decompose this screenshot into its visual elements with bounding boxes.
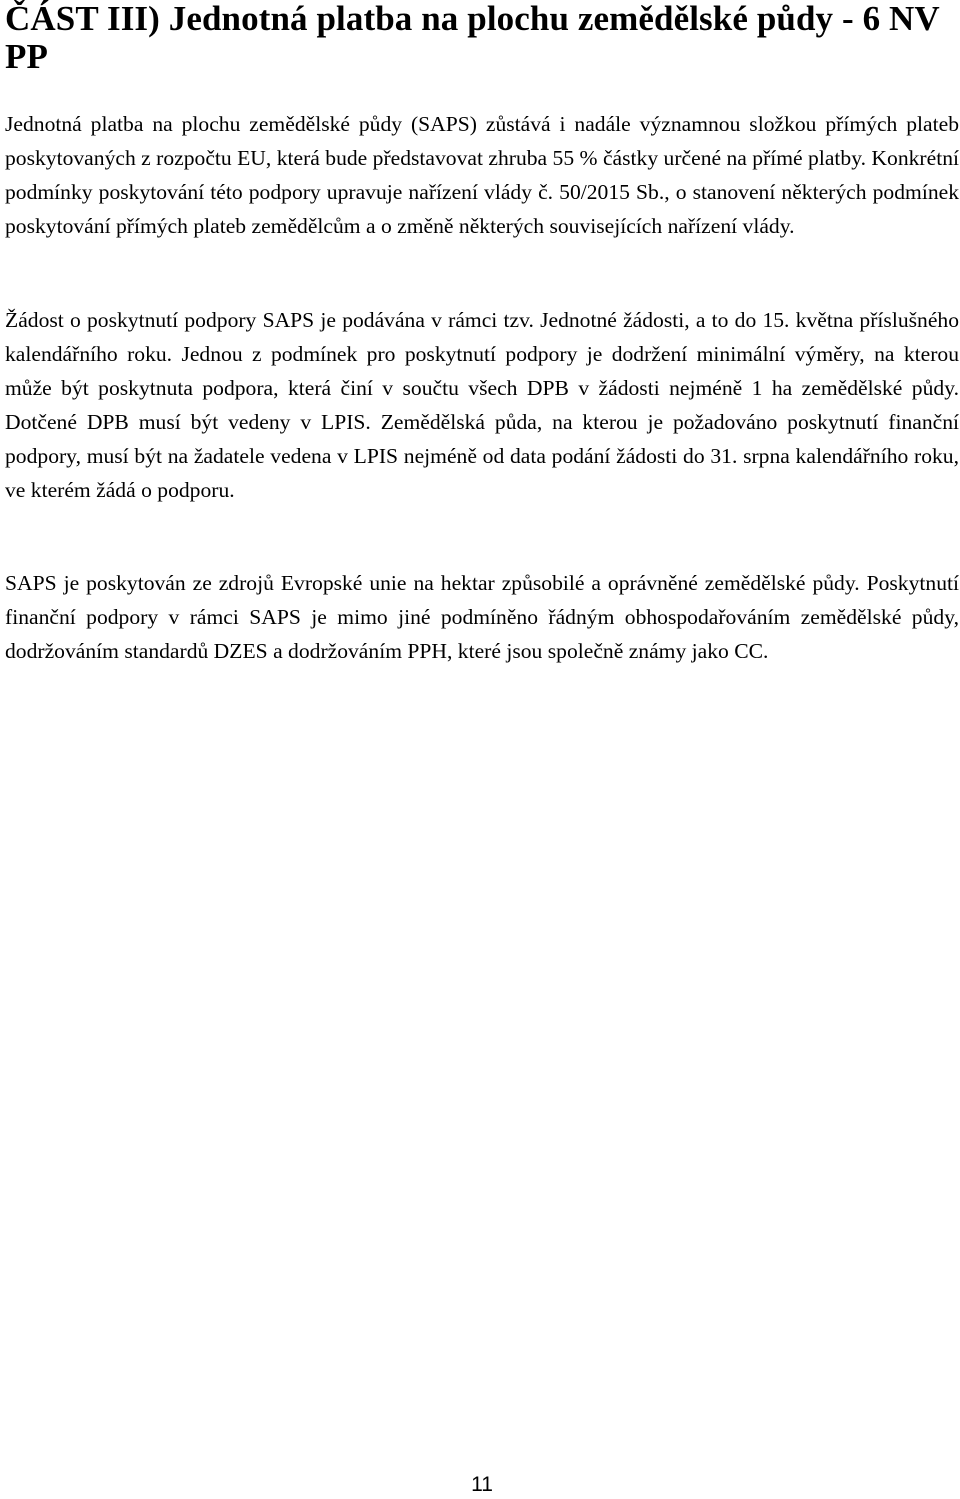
paragraph-saps-funding: SAPS je poskytován ze zdrojů Evropské unie na hektar způsobilé a oprávněné zemědělské půdy. Poskytnutí finanční podpory v rámci SAPS je mimo jiné podmíněno řádným obhospodařováním zemědělské půdy, dodržováním standardů DZES a dodržováním PPH, které jsou společně známy jako CC. [5, 571, 959, 663]
paragraph-saps-overview: Jednotná platba na plochu zemědělské půdy (SAPS) zůstává i nadále významnou složkou přímých plateb poskytovaných z rozpočtu EU, která bude představovat zhruba 55 % částky určené na přímé platby. Konkrétní podmínky poskytování této podpory upravuje nařízení vlády č. 50/2015 Sb., o stanovení některých podmínek poskytování přímých plateb zemědělcům a o změně některých souvisejících nařízení vlády. [5, 112, 959, 238]
page-number: 11 [471, 1473, 493, 1496]
paragraph-saps-application: Žádost o poskytnutí podpory SAPS je podávána v rámci tzv. Jednotné žádosti, a to do 15. května příslušného kalendářního roku. Jednou z podmínek pro poskytnutí podpory je dodržení minimální výměry, na kterou může být poskytnuta podpora, která činí v součtu všech DPB v žádosti nejméně 1 ha zemědělské půdy. Dotčené DPB musí být vedeny v LPIS. Zemědělská půda, na kterou je požadováno poskytnutí finanční podpory, musí být na žadatele vedena v LPIS nejméně od data podání žádosti do 31. srpna kalendářního roku, ve kterém žádá o podporu. [5, 308, 959, 502]
section-heading: ČÁST III) Jednotná platba na plochu zemědělské půdy - 6 NV PP [5, 0, 940, 76]
